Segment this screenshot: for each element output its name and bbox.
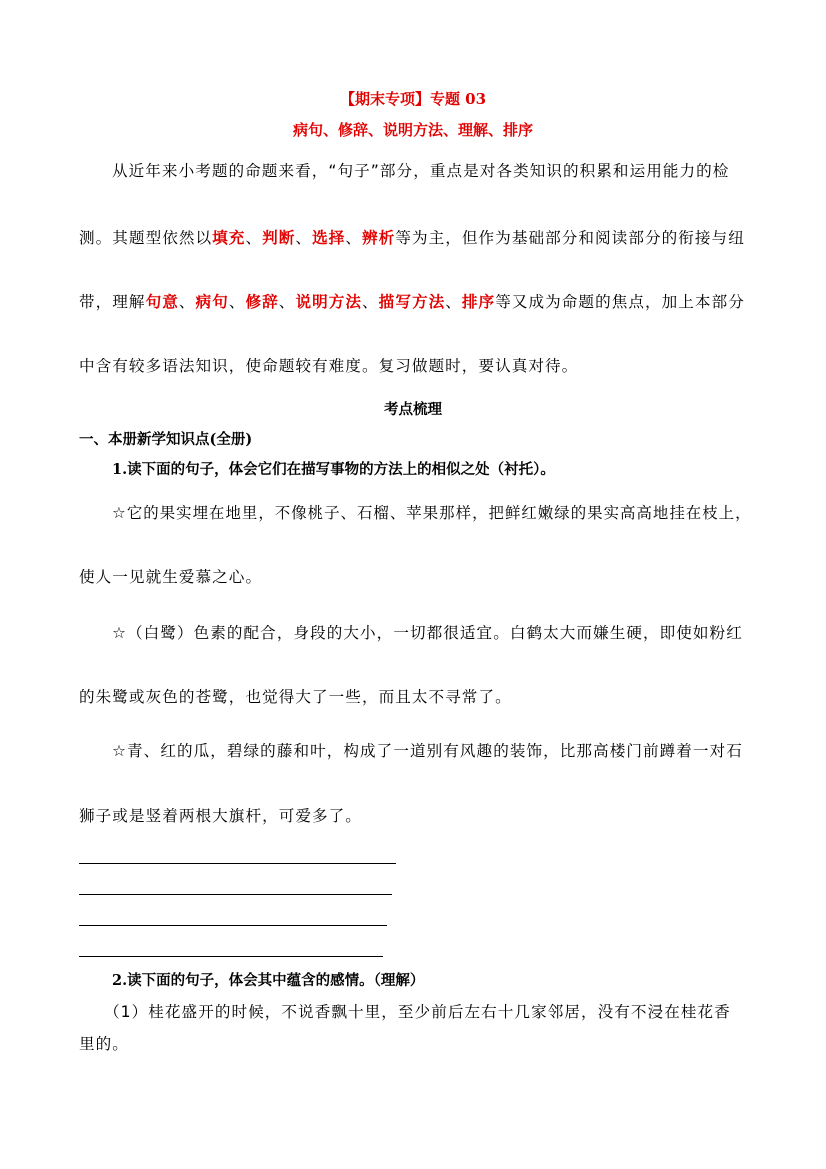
keyword-rhetoric: 修辞 [245, 293, 279, 311]
q1-item-1-line-2: 使人一见就生爱慕之心。 [79, 568, 263, 586]
intro-text: 等为主，但作为基础部分和阅读部分的衔接与纽 [395, 229, 745, 247]
separator: 、 [178, 293, 196, 311]
q1-item-3-line-2: 狮子或是竖着两根大旗杆，可爱多了。 [79, 807, 362, 825]
separator: 、 [245, 229, 263, 247]
q1-item-1-line-1: ☆它的果实埋在地里，不像桃子、石榴、苹果那样，把鲜红嫩绿的果实高高地挂在枝上， [112, 504, 752, 522]
doc-subtitle: 病句、修辞、说明方法、理解、排序 [292, 121, 533, 139]
intro-line-3 [79, 290, 745, 312]
intro-line-4: 中含有较多语法知识，使命题较有难度。复习做题时，要认真对待。 [79, 357, 579, 375]
separator: 、 [295, 229, 313, 247]
answer-line[interactable] [79, 894, 392, 895]
keyword-explanation-methods: 说明方法 [295, 293, 363, 311]
intro-text: 等又成为命题的焦点，加上本部分 [495, 293, 745, 311]
doc-title: 【期末专项】专题 03 [339, 90, 487, 108]
question-1-prompt: 1.读下面的句子，体会它们在描写事物的方法上的相似之处（衬托）。 [112, 461, 555, 478]
keyword-judge: 判断 [262, 229, 296, 247]
q1-item-2-line-2: 的朱鹭或灰色的苍鹭，也觉得大了一些，而且太不寻常了。 [79, 688, 512, 706]
q1-item-3-line-1: ☆青、红的瓜，碧绿的藤和叶，构成了一道别有风趣的装饰，比那高楼门前蹲着一对石 [112, 742, 743, 760]
answer-line[interactable] [79, 925, 387, 926]
q1-item-2-line-1: ☆（白鹭）色素的配合，身段的大小，一切都很适宜。白鹤太大而嫌生硬，即使如粉红 [112, 624, 743, 642]
keyword-sentence-meaning: 句意 [145, 293, 179, 311]
keyword-discern: 辨析 [362, 229, 396, 247]
keyword-description-methods: 描写方法 [378, 293, 446, 311]
intro-text: 带，理解 [79, 293, 146, 311]
answer-line[interactable] [79, 956, 383, 957]
keyword-ordering: 排序 [461, 293, 496, 311]
separator: 、 [228, 293, 246, 311]
intro-line-1: 从近年来小考题的命题来看，“句子”部分，重点是对各类知识的积累和运用能力的检 [112, 162, 730, 180]
intro-text: 测。其题型依然以 [79, 229, 213, 247]
separator: 、 [445, 293, 462, 311]
separator: 、 [345, 229, 363, 247]
separator: 、 [362, 293, 379, 311]
keyword-fill: 填充 [212, 229, 246, 247]
section-title: 考点梳理 [384, 401, 442, 418]
q2-item-1-line-2: 里的。 [79, 1035, 129, 1053]
intro-line-2 [79, 226, 745, 248]
question-2-prompt: 2.读下面的句子，体会其中蕴含的感情。（理解） [112, 972, 425, 989]
separator: 、 [278, 293, 296, 311]
answer-line[interactable] [79, 863, 396, 864]
keyword-faulty-sentence: 病句 [195, 293, 229, 311]
section-subtitle: 一、本册新学知识点(全册) [79, 431, 253, 448]
keyword-choose: 选择 [312, 229, 346, 247]
q2-item-1-line-1: （1）桂花盛开的时候，不说香飘十里，至少前后左右十几家邻居，没有不浸在桂花香 [104, 1003, 731, 1021]
